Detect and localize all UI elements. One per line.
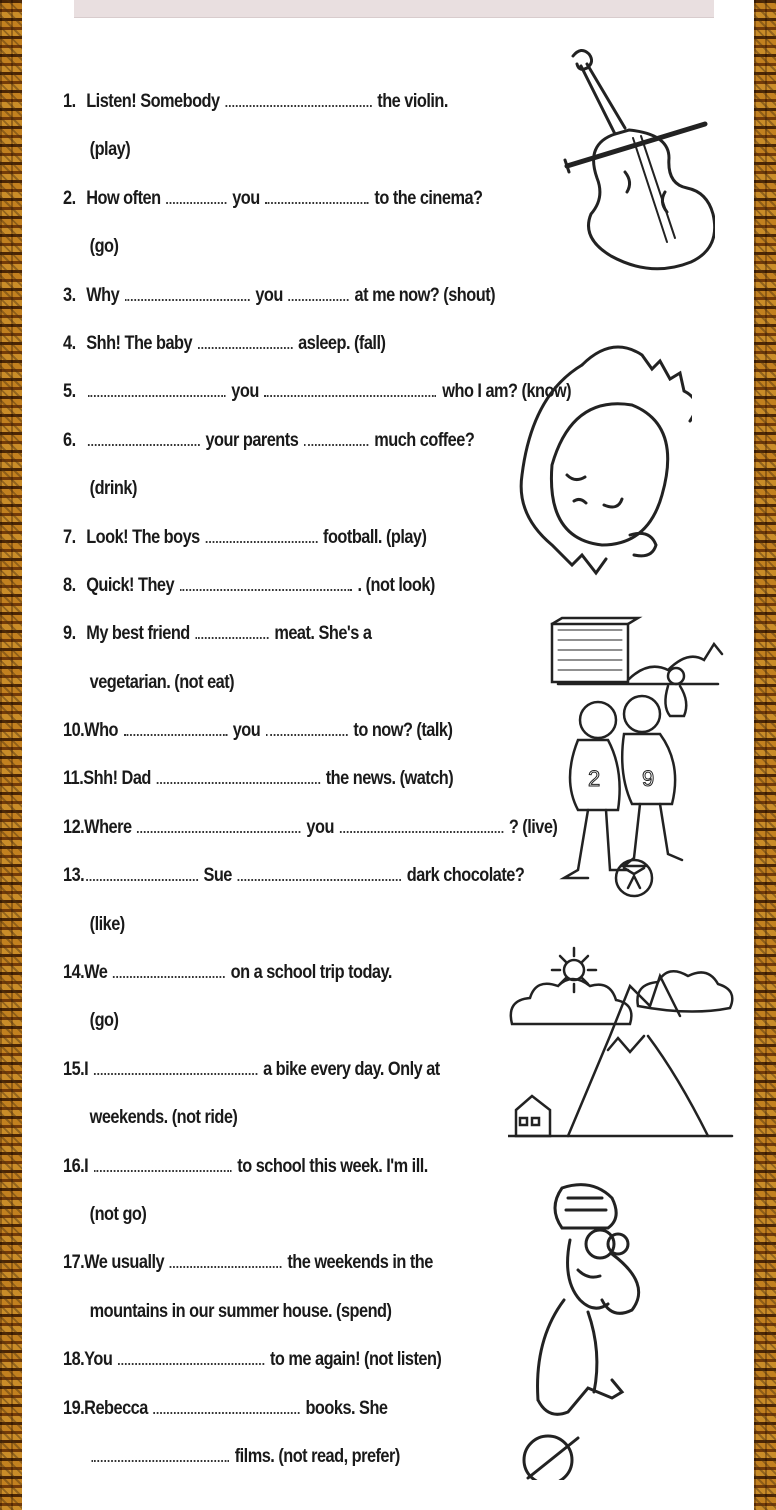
answer-blank[interactable]: [125, 285, 250, 301]
sentence-text: You: [84, 1349, 117, 1371]
sentence-text: films. (not read, prefer): [230, 1445, 400, 1467]
exercise-line: [63, 417, 475, 465]
item-number: 12.: [63, 816, 85, 838]
exercise-item: [63, 804, 558, 852]
cyclist-icon: [508, 1180, 658, 1480]
exercise-line: [63, 1143, 441, 1191]
exercise-item: [63, 949, 441, 1046]
exercise-item: [63, 852, 525, 949]
answer-blank[interactable]: [88, 430, 200, 446]
item-number: 15.: [63, 1058, 85, 1080]
exercise-continuation: (drink): [89, 478, 137, 500]
decorative-border-right: [754, 0, 776, 1510]
sentence-text: on a school trip today.: [226, 962, 392, 984]
sentence-text: to the cinema?: [370, 187, 483, 209]
sentence-text: to school this week. I'm ill.: [233, 1155, 428, 1177]
mountain-landscape-icon: [508, 940, 734, 1146]
item-number: 2.: [63, 187, 76, 209]
sentence-text: Quick! They: [86, 574, 179, 596]
exercise-item: [63, 610, 441, 707]
answer-blank[interactable]: [113, 962, 225, 978]
sentence-text: at me now? (shout): [350, 284, 496, 306]
sentence-text: meat. She's a: [270, 623, 372, 645]
sentence-text: Why: [86, 284, 124, 306]
sentence-text: football. (play): [319, 526, 427, 548]
exercise-line: [63, 1046, 441, 1094]
answer-blank[interactable]: [91, 1446, 229, 1462]
item-number: 8.: [63, 574, 76, 596]
exercise-continuation: (go): [89, 1010, 119, 1032]
exercise-item: [63, 417, 475, 514]
item-number: 11.: [63, 768, 84, 790]
violin-icon: [555, 42, 715, 272]
answer-blank[interactable]: [88, 381, 226, 397]
exercise-item: [63, 1385, 441, 1482]
sentence-text: you: [227, 381, 263, 403]
answer-blank[interactable]: [154, 1398, 300, 1414]
answer-blank[interactable]: [198, 333, 293, 349]
exercise-line: [63, 610, 441, 658]
answer-blank[interactable]: [94, 1156, 232, 1172]
sentence-text: Shh! The baby: [86, 332, 197, 354]
answer-blank[interactable]: [124, 720, 227, 736]
sentence-text: the weekends in the: [283, 1252, 433, 1274]
exercise-item: [63, 1143, 441, 1240]
exercise-line: [63, 320, 441, 368]
sentence-text: My best friend: [86, 623, 194, 645]
exercise-line: [63, 1239, 441, 1287]
exercise-line: [63, 852, 525, 900]
answer-blank[interactable]: [180, 575, 352, 591]
sleeping-baby-icon: [512, 335, 692, 585]
item-number: 7.: [63, 526, 76, 548]
sentence-text: books. She: [301, 1397, 388, 1419]
answer-blank[interactable]: [289, 285, 349, 301]
sentence-text: Sue: [199, 865, 236, 887]
answer-blank[interactable]: [205, 527, 317, 543]
exercise-item: [63, 514, 441, 562]
exercise-item: [63, 1336, 441, 1384]
decorative-border-left: [0, 0, 22, 1510]
sentence-text: I: [84, 1058, 93, 1080]
exercise-line: [63, 1336, 441, 1384]
exercise-line: [63, 949, 441, 997]
item-number: 9.: [63, 623, 76, 645]
exercise-continuation: (not go): [89, 1203, 147, 1225]
sentence-text: . (not look): [353, 574, 435, 596]
sentence-text: to me again! (not listen): [265, 1349, 442, 1371]
exercise-item: [63, 562, 441, 610]
sentence-text: you: [228, 720, 265, 742]
item-number: 1.: [63, 91, 76, 112]
item-number: 4.: [63, 332, 76, 354]
exercise-item: [63, 78, 448, 175]
sentence-text: We: [84, 962, 112, 984]
exercise-line: [63, 514, 441, 562]
exercise-continuation: (like): [89, 913, 125, 935]
svg-text:9: 9: [642, 766, 655, 791]
exercise-line: [63, 755, 454, 803]
sentence-text: you: [251, 284, 287, 306]
answer-blank[interactable]: [266, 720, 348, 736]
exercise-item: [63, 272, 496, 320]
answer-blank[interactable]: [265, 188, 368, 204]
title-banner: [74, 0, 714, 18]
exercise-item: [63, 1239, 441, 1336]
answer-blank[interactable]: [86, 865, 198, 881]
sentence-text: Who: [84, 720, 123, 742]
answer-blank[interactable]: [225, 91, 371, 107]
sentence-text: Rebecca: [84, 1397, 152, 1419]
football-players-icon: [548, 610, 728, 910]
item-number: 6.: [63, 429, 76, 451]
exercise-line: [63, 1385, 441, 1433]
sentence-text: Shh! Dad: [83, 768, 155, 790]
sentence-text: your parents: [201, 429, 303, 451]
sentence-text: you: [228, 187, 264, 209]
exercise-item: [63, 707, 453, 755]
item-number: 14.: [63, 962, 85, 984]
answer-blank[interactable]: [166, 188, 226, 204]
sentence-text: Listen! Somebody: [86, 91, 224, 112]
item-number: 17.: [63, 1252, 85, 1274]
exercise-line: [63, 368, 572, 416]
exercise-continuation: (go): [89, 236, 119, 258]
exercise-line: [63, 78, 448, 126]
sentence-text: a bike every day. Only at: [259, 1058, 440, 1080]
sentence-text: How often: [86, 187, 165, 209]
exercise-continuation: weekends. (not ride): [89, 1107, 238, 1129]
item-number: 3.: [63, 284, 76, 306]
exercise-continuation: (play): [89, 139, 131, 161]
sentence-text: Where: [84, 816, 136, 838]
exercise-item: [63, 1046, 441, 1143]
answer-blank[interactable]: [238, 865, 401, 881]
svg-text:2: 2: [588, 766, 601, 791]
exercise-item: [63, 320, 441, 368]
answer-blank[interactable]: [157, 768, 320, 784]
sentence-text: I: [84, 1155, 93, 1177]
item-number: 10.: [63, 720, 85, 742]
exercise-item: [63, 368, 572, 416]
exercise-line: [63, 804, 558, 852]
exercise-line: [63, 272, 496, 320]
answer-blank[interactable]: [196, 623, 269, 639]
exercise-line: [63, 707, 453, 755]
exercise-continuation: vegetarian. (not eat): [89, 671, 235, 693]
answer-blank[interactable]: [340, 817, 503, 833]
sentence-text: ? (live): [504, 816, 558, 838]
exercise-line: [63, 562, 441, 610]
answer-blank[interactable]: [94, 1059, 257, 1075]
sentence-text: to now? (talk): [349, 720, 453, 742]
answer-blank[interactable]: [304, 430, 369, 446]
exercise-line: [63, 175, 483, 223]
item-number: 19.: [63, 1397, 85, 1419]
item-number: 5.: [63, 381, 76, 403]
exercise-list: [63, 78, 572, 1481]
sentence-text: asleep. (fall): [294, 332, 386, 354]
sentence-text: much coffee?: [370, 429, 475, 451]
exercise-continuation: mountains in our summer house. (spend): [89, 1300, 392, 1322]
exercise-item: [63, 175, 483, 272]
sentence-text: the news. (watch): [321, 768, 454, 790]
sentence-text: We usually: [84, 1252, 169, 1274]
exercise-item: [63, 755, 454, 803]
item-number: 16.: [63, 1155, 85, 1177]
sentence-text: you: [302, 816, 338, 838]
answer-blank[interactable]: [170, 1252, 282, 1268]
answer-blank[interactable]: [137, 817, 300, 833]
answer-blank[interactable]: [118, 1349, 264, 1365]
item-number: 18.: [63, 1349, 85, 1371]
item-number: 13.: [63, 865, 85, 887]
answer-blank[interactable]: [265, 381, 437, 397]
sentence-text: dark chocolate?: [402, 865, 525, 887]
sentence-text: who I am? (know): [438, 381, 572, 403]
exercise-continuation: [63, 1433, 441, 1481]
sentence-text: the violin.: [373, 91, 448, 112]
sentence-text: Look! The boys: [86, 526, 204, 548]
